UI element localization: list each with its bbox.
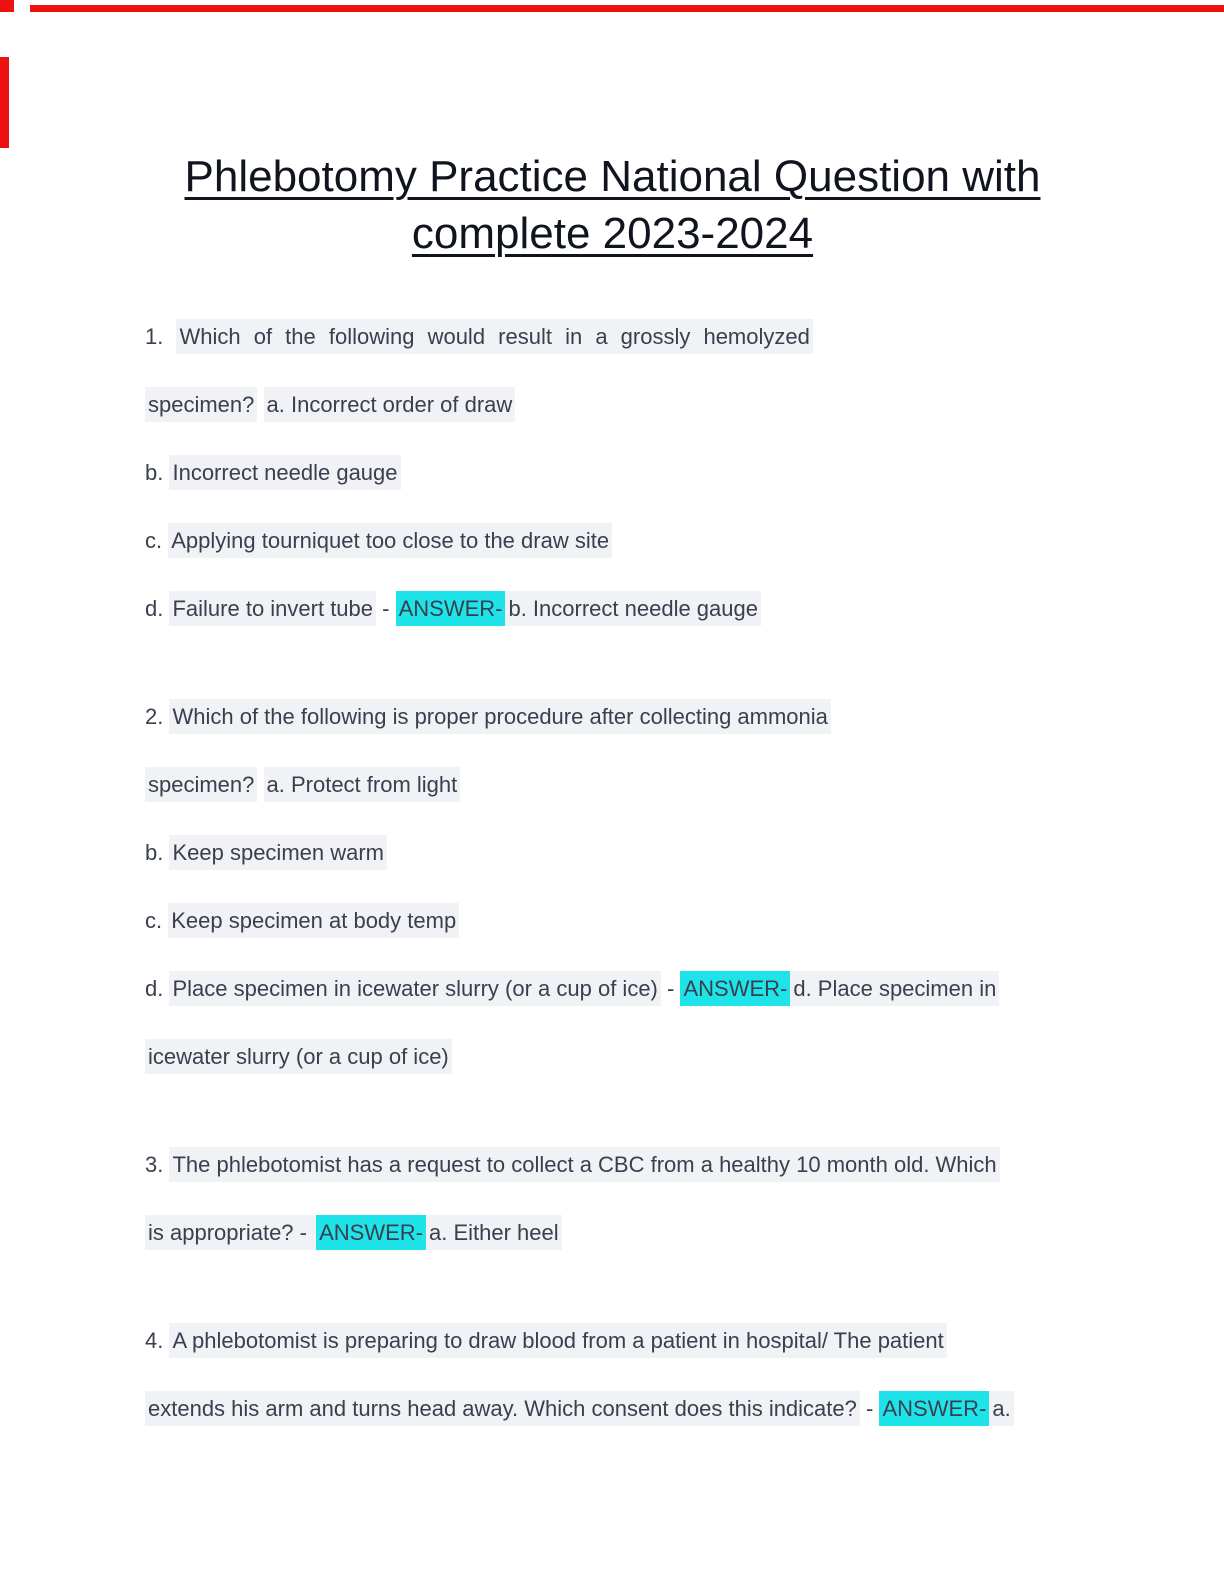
highlighted-text: a. bbox=[989, 1391, 1013, 1426]
plain-text: d. bbox=[145, 976, 170, 1001]
highlighted-text: a. Protect from light bbox=[264, 767, 461, 802]
text-line bbox=[145, 388, 1080, 422]
question-paragraph-4 bbox=[145, 1324, 1080, 1426]
highlighted-text: A phlebotomist is preparing to draw blood from a patient in hospital/ The patient bbox=[169, 1323, 946, 1358]
document-title-line1: Phlebotomy Practice National Question with bbox=[184, 152, 1041, 201]
text-line bbox=[145, 972, 1080, 1006]
text-line bbox=[145, 700, 1080, 734]
plain-text: b. bbox=[145, 460, 170, 485]
highlighted-text: Keep specimen warm bbox=[169, 835, 387, 870]
question-paragraph-3 bbox=[145, 1148, 1080, 1250]
text-line bbox=[145, 1148, 1080, 1182]
plain-text: 1. bbox=[145, 324, 177, 349]
question-list bbox=[145, 320, 1080, 1500]
answer-highlight: ANSWER- bbox=[316, 1215, 426, 1250]
red-top-line bbox=[30, 5, 1224, 12]
highlighted-text: Failure to invert tube bbox=[169, 591, 376, 626]
highlighted-text: specimen? bbox=[145, 387, 257, 422]
plain-text: 3. bbox=[145, 1152, 170, 1177]
question-paragraph-2 bbox=[145, 700, 1080, 1074]
document-title bbox=[145, 148, 1080, 262]
question-paragraph-1 bbox=[145, 320, 1080, 626]
text-line bbox=[145, 1216, 1080, 1250]
document-title-line2: complete 2023-2024 bbox=[411, 209, 814, 258]
text-line bbox=[145, 320, 1080, 354]
plain-text: - bbox=[859, 1396, 880, 1421]
answer-highlight: ANSWER- bbox=[396, 591, 506, 626]
text-line bbox=[145, 836, 1080, 870]
plain-text: c. bbox=[145, 908, 169, 933]
highlighted-text: b. Incorrect needle gauge bbox=[505, 591, 761, 626]
text-line bbox=[145, 592, 1080, 626]
highlighted-text: icewater slurry (or a cup of ice) bbox=[145, 1039, 452, 1074]
plain-text bbox=[257, 772, 263, 797]
highlighted-text: is appropriate? - bbox=[145, 1215, 316, 1250]
highlighted-text: The phlebotomist has a request to collect a CBC from a healthy 10 month old. Which bbox=[169, 1147, 999, 1182]
text-line bbox=[145, 1392, 1080, 1426]
text-line bbox=[145, 524, 1080, 558]
highlighted-text: d. Place specimen in bbox=[790, 971, 999, 1006]
highlighted-text: Place specimen in icewater slurry (or a cup of ice) bbox=[169, 971, 660, 1006]
highlighted-text: a. Incorrect order of draw bbox=[264, 387, 516, 422]
red-corner-mark bbox=[0, 0, 14, 12]
highlighted-text: extends his arm and turns head away. Which consent does this indicate? bbox=[145, 1391, 860, 1426]
text-line bbox=[145, 456, 1080, 490]
plain-text: - bbox=[376, 596, 396, 621]
answer-highlight: ANSWER- bbox=[879, 1391, 989, 1426]
highlighted-text: Which of the following would result in a grossly hemolyzed bbox=[176, 319, 812, 354]
highlighted-text: specimen? bbox=[145, 767, 257, 802]
plain-text: 4. bbox=[145, 1328, 170, 1353]
highlighted-text: Keep specimen at body temp bbox=[168, 903, 459, 938]
red-left-bar bbox=[0, 57, 9, 148]
text-line bbox=[145, 1324, 1080, 1358]
plain-text: 2. bbox=[145, 704, 170, 729]
plain-text: d. bbox=[145, 596, 170, 621]
text-line bbox=[145, 904, 1080, 938]
highlighted-text: Incorrect needle gauge bbox=[169, 455, 400, 490]
text-line bbox=[145, 768, 1080, 802]
highlighted-text: Which of the following is proper procedure after collecting ammonia bbox=[169, 699, 830, 734]
answer-highlight: ANSWER- bbox=[680, 971, 790, 1006]
plain-text bbox=[257, 392, 263, 417]
highlighted-text: Applying tourniquet too close to the draw site bbox=[168, 523, 612, 558]
plain-text: b. bbox=[145, 840, 170, 865]
text-line bbox=[145, 1040, 1080, 1074]
plain-text: c. bbox=[145, 528, 169, 553]
plain-text: - bbox=[660, 976, 681, 1001]
highlighted-text: a. Either heel bbox=[426, 1215, 562, 1250]
